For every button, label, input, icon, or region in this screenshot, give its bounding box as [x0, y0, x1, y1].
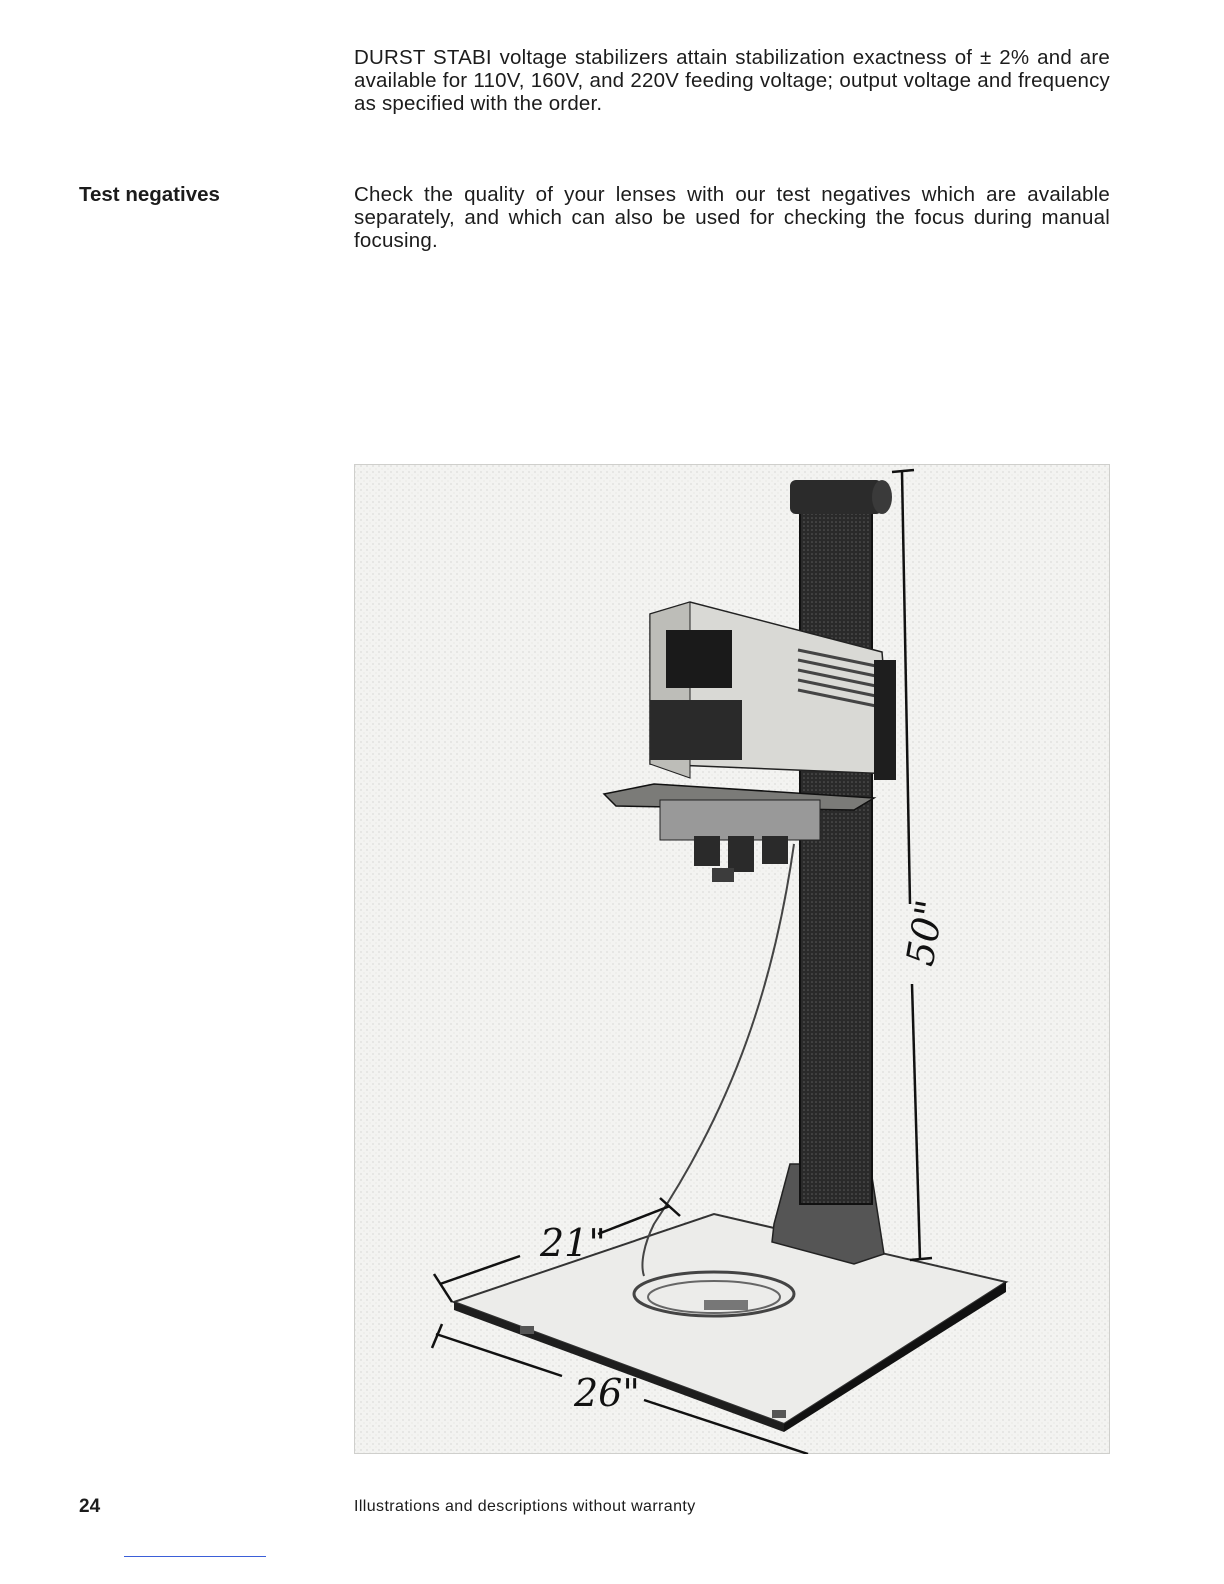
section-heading-test-negatives: Test negatives [79, 183, 220, 206]
footer-disclaimer: Illustrations and descriptions without warranty [354, 1498, 696, 1515]
column-top-knob [790, 480, 892, 514]
test-negatives-paragraph: Check the quality of your lenses with our test negatives which are available separately, and which can also be used for checking the focus during manual focusing. [354, 183, 1110, 252]
depth-dimension-label: 21" [540, 1221, 606, 1265]
stabilizer-paragraph: DURST STABI voltage stabilizers attain stabilization exactness of ± 2% and are available for 110V, 160V, and 220V feeding voltage; output voltage and frequency as specified with the order. [354, 46, 1110, 115]
height-dimension-label: 50" [897, 896, 953, 970]
column [800, 504, 872, 1204]
enlarger-photo [354, 464, 1110, 1454]
page-number: 24 [79, 1496, 101, 1517]
footer-rule [124, 1556, 266, 1557]
width-dimension-label: 26" [574, 1371, 640, 1415]
